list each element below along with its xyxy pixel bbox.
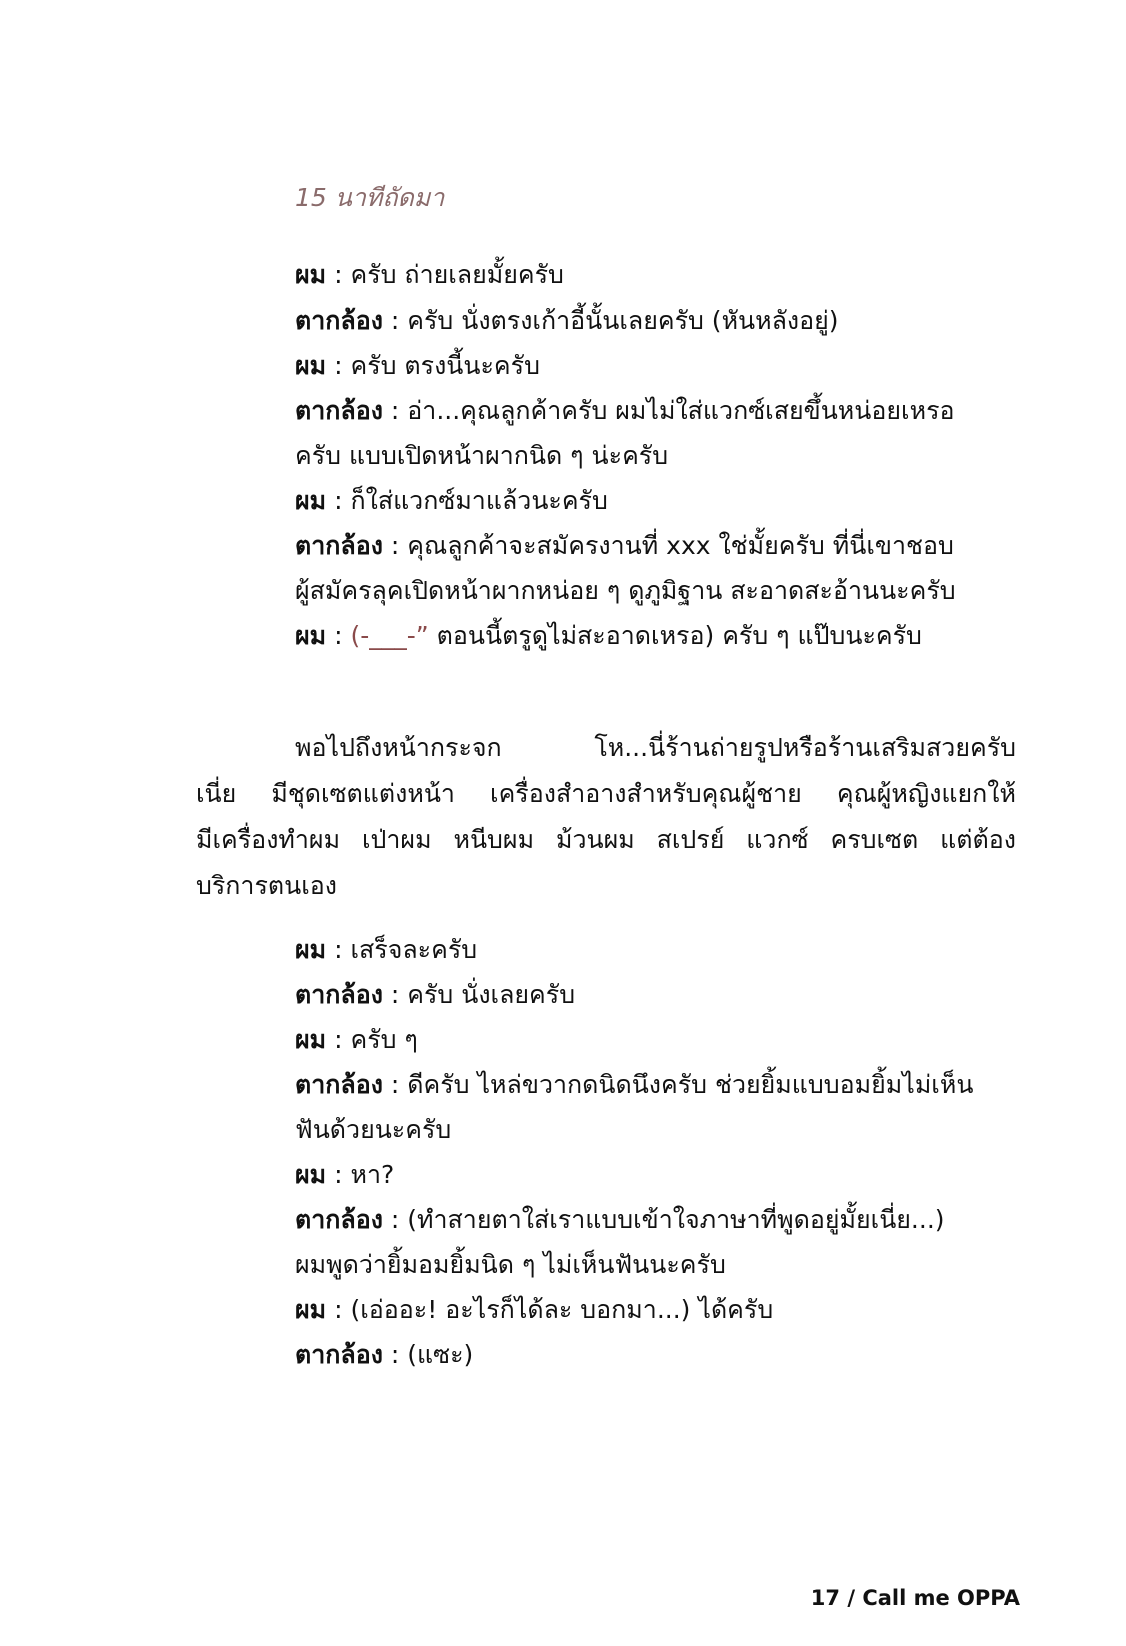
speaker-name: ผม (295, 621, 327, 650)
dialogue-line (295, 1115, 451, 1145)
dialogue-text: ครับ นั่งเลยครับ (407, 980, 576, 1009)
paragraph-line: มีเครื่องทำผม เป่าผม หนีบผม ม้วนผม สเปรย์ แวกซ์ ครบเซต แต่ต้อง (196, 825, 1016, 854)
page-footer: 17 / Call me OPPA (810, 1586, 1020, 1610)
dialogue-line: ตากล้อง : (แซะ) (295, 1340, 474, 1369)
dialogue-text: (ทำสายตาใส่เราแบบเข้าใจภาษาที่พูดอยู่มั้ยเนี่ย...) (407, 1205, 945, 1234)
dialogue-text: ผมพูดว่ายิ้มอมยิ้มนิด ๆ ไม่เห็นฟันนะครับ (295, 1250, 726, 1279)
dialogue-text: ครับ ตรงนี้นะครับ (350, 351, 540, 380)
speaker-name: ผม (295, 1160, 327, 1189)
dialogue-line: ผม : เสร็จละครับ (295, 935, 478, 964)
speaker-name: ผม (295, 486, 327, 515)
speaker-name: ตากล้อง (295, 531, 383, 560)
dialogue-text: ก็ใส่แวกซ์มาแล้วนะครับ (350, 486, 608, 515)
narrative-paragraph (196, 725, 1016, 909)
dialogue-line: ผม : ครับ ถ่ายเลยมั้ยครับ (295, 260, 564, 289)
dialogue-line: ผม : (-___-” ตอนนี้ตรูดูไม่สะอาดเหรอ) ครับ ๆ แป๊บนะครับ (295, 621, 922, 650)
speaker-name: ตากล้อง (295, 1340, 383, 1369)
emoticon-text: (-___-” (350, 621, 429, 650)
dialogue-text: (เอ่ออะ! อะไรก็ได้ละ บอกมา...) ได้ครับ (350, 1295, 774, 1324)
speaker-name: ตากล้อง (295, 306, 383, 335)
dialogue-text: ดีครับ ไหล่ขวากดนิดนึงครับ ช่วยยิ้มแบบอมยิ้มไม่เห็น (407, 1070, 974, 1099)
dialogue-line: ตากล้อง : ดีครับ ไหล่ขวากดนิดนึงครับ ช่วยยิ้มแบบอมยิ้มไม่เห็น (295, 1070, 974, 1099)
speaker-name: ผม (295, 1025, 327, 1054)
dialogue-text: ครับ ถ่ายเลยมั้ยครับ (350, 260, 564, 289)
dialogue-text: ผู้สมัครลุคเปิดหน้าผากหน่อย ๆ ดูภูมิฐาน สะอาดสะอ้านนะครับ (295, 576, 956, 605)
dialogue-line: ผม : (เอ่ออะ! อะไรก็ได้ละ บอกมา...) ได้ครับ (295, 1295, 774, 1324)
paragraph-line: เนี่ย มีชุดเซตแต่งหน้า เครื่องสำอางสำหรับคุณผู้ชาย คุณผู้หญิงแยกให้ (196, 779, 1016, 808)
dialogue-line: ตากล้อง : อ่า...คุณลูกค้าครับ ผมไม่ใส่แวกซ์เสยขึ้นหน่อยเหรอ (295, 396, 955, 425)
dialogue-text: ตอนนี้ตรูดูไม่สะอาดเหรอ) ครับ ๆ แป๊บนะครับ (428, 621, 922, 650)
dialogue-line: ตากล้อง : คุณลูกค้าจะสมัครงานที่ xxx ใช่มั้ยครับ ที่นี่เขาชอบ (295, 531, 954, 560)
dialogue-text: เสร็จละครับ (350, 935, 478, 964)
dialogue-line: ผม : ครับ ๆ (295, 1025, 418, 1054)
dialogue-text: หา? (350, 1160, 395, 1189)
speaker-name: ตากล้อง (295, 1205, 383, 1234)
dialogue-line: ตากล้อง : (ทำสายตาใส่เราแบบเข้าใจภาษาที่พูดอยู่มั้ยเนี่ย...) (295, 1205, 945, 1234)
dialogue-text: ครับ ๆ (350, 1025, 418, 1054)
dialogue-line (295, 1250, 726, 1280)
speaker-name: ผม (295, 935, 327, 964)
dialogue-line (295, 576, 956, 606)
dialogue-text: ฟันด้วยนะครับ (295, 1115, 452, 1144)
dialogue-text: ครับ นั่งตรงเก้าอี้นั้นเลยครับ (หันหลังอยู่) (407, 306, 839, 335)
speaker-name: ตากล้อง (295, 980, 383, 1009)
dialogue-text: คุณลูกค้าจะสมัครงานที่ xxx ใช่มั้ยครับ ที่นี่เขาชอบ (407, 531, 954, 560)
dialogue-line: ผม : หา? (295, 1160, 395, 1189)
dialogue-line: ผม : ก็ใส่แวกซ์มาแล้วนะครับ (295, 486, 608, 515)
speaker-name: ผม (295, 260, 327, 289)
dialogue-line: ตากล้อง : ครับ นั่งเลยครับ (295, 980, 576, 1009)
speaker-name: ตากล้อง (295, 396, 383, 425)
paragraph-line: พอไปถึงหน้ากระจก โห...นี่ร้านถ่ายรูปหรือร้านเสริมสวยครับ (295, 733, 1016, 762)
dialogue-line (295, 441, 668, 471)
speaker-name: ตากล้อง (295, 1070, 383, 1099)
speaker-name: ผม (295, 1295, 327, 1324)
dialogue-text: (แซะ) (407, 1340, 474, 1369)
scene-time-heading: 15 นาทีถัดมา (295, 183, 445, 212)
dialogue-text: ครับ แบบเปิดหน้าผากนิด ๆ น่ะครับ (295, 441, 669, 470)
speaker-name: ผม (295, 351, 327, 380)
dialogue-line: ตากล้อง : ครับ นั่งตรงเก้าอี้นั้นเลยครับ (หันหลังอยู่) (295, 306, 839, 335)
paragraph-line: บริการตนเอง (196, 871, 337, 900)
dialogue-text: อ่า...คุณลูกค้าครับ ผมไม่ใส่แวกซ์เสยขึ้นหน่อยเหรอ (407, 396, 955, 425)
dialogue-line: ผม : ครับ ตรงนี้นะครับ (295, 351, 540, 380)
